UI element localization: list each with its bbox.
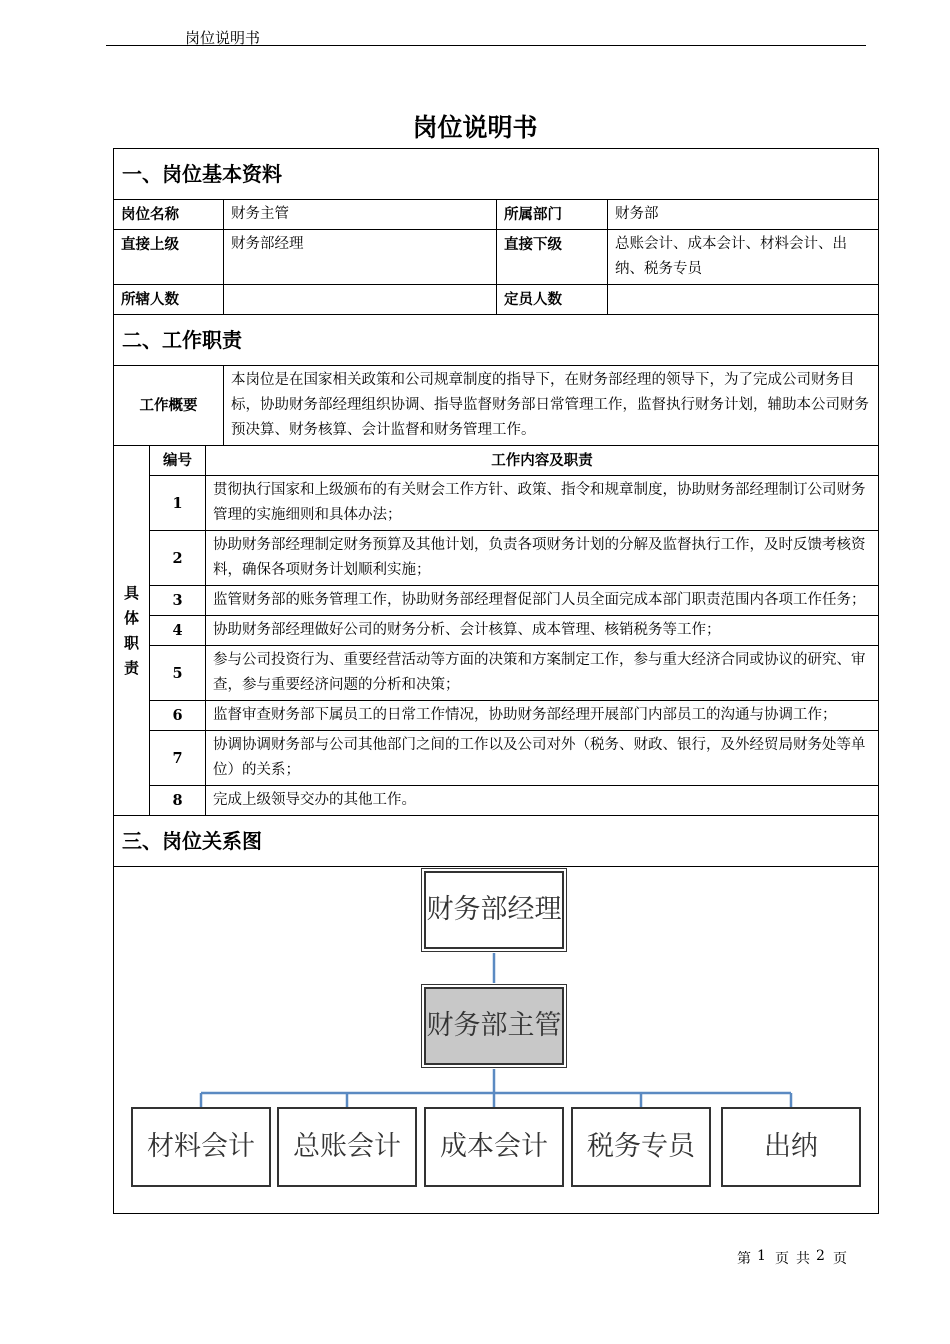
duty-number: 6 [150,701,206,731]
duty-text: 监督审查财务部下属员工的日常工作情况，协助财务部经理开展部门内部员工的沟通与协调工作； [206,701,879,731]
footer-part: 页 [775,1251,789,1267]
duty-row [114,616,879,646]
value-direct-subordinates: 总账会计、成本会计、材料会计、出纳、税务专员 [608,230,879,285]
duty-text: 监管财务部的账务管理工作，协助财务部经理督促部门人员全面完成本部门职责范围内各项工作任务； [206,586,879,616]
section-header-basic-info [114,149,879,200]
footer-page-number: 1 [757,1248,766,1264]
duty-number: 4 [150,616,206,646]
summary-text: 本岗位是在国家相关政策和公司规章制度的指导下，在财务部经理的领导下，为了完成公司财务目标，协助财务部经理组织协调、指导监督财务部日常管理工作，监督执行财务计划，辅助本公司财务预决算、财务核算、会计监督和财务管理工作。 [224,366,879,446]
footer-part: 第 [737,1251,751,1267]
side-char: 责 [123,658,139,677]
duty-row [114,701,879,731]
duty-number: 2 [150,531,206,586]
duty-number: 8 [150,786,206,816]
page-header-text: 岗位说明书 [185,29,261,47]
duty-row [114,531,879,586]
side-char: 具 [123,583,139,602]
duty-row [114,786,879,816]
section-header-duties [114,315,879,366]
section-header-relations [114,816,879,867]
org-box-manager: 财务部经理 [424,871,564,949]
basic-info-row [114,285,879,315]
org-box-subordinate: 总账会计 [277,1107,417,1187]
section2-title: 二、工作职责 [114,315,879,366]
org-chart-row [114,867,879,1214]
duty-row [114,731,879,786]
duty-text: 贯彻执行国家和上级颁布的有关财会工作方针、政策、指令和规章制度，协助财务部经理制订公司财务管理的实施细则和具体办法； [206,476,879,531]
value-position-name: 财务主管 [224,200,497,230]
page-header-line [106,45,866,46]
side-char: 体 [123,608,139,627]
basic-info-row [114,230,879,285]
duty-text: 协助财务部经理做好公司的财务分析、会计核算、成本管理、核销税务等工作； [206,616,879,646]
col-header-content: 工作内容及职责 [206,446,879,476]
duty-number: 5 [150,646,206,701]
org-chart [114,867,879,1214]
summary-row [114,366,879,446]
duty-row [114,586,879,616]
duties-header-row [114,446,879,476]
col-header-number: 编号 [150,446,206,476]
section1-title: 一、岗位基本资料 [114,149,879,200]
label-direct-subordinates: 直接下级 [497,230,608,285]
value-department: 财务部 [608,200,879,230]
duty-text: 协助财务部经理制定财务预算及其他计划，负责各项财务计划的分解及监督执行工作，及时反馈考核资料，确保各项财务计划顺利实施； [206,531,879,586]
label-headcount: 定员人数 [497,285,608,315]
footer-total-pages: 2 [816,1248,825,1264]
side-char: 职 [123,633,139,652]
org-box-subordinate: 成本会计 [424,1107,564,1187]
duty-text: 参与公司投资行为、重要经营活动等方面的决策和方案制定工作，参与重大经济合同或协议的研究、审查，参与重要经济问题的分析和决策； [206,646,879,701]
duty-number: 1 [150,476,206,531]
document-title: 岗位说明书 [412,113,538,142]
label-direct-superior: 直接上级 [114,230,224,285]
org-box-supervisor: 财务部主管 [424,987,564,1065]
org-box-subordinate: 出纳 [721,1107,861,1187]
duties-side-label [114,446,150,816]
job-description-table [113,148,879,1214]
value-headcount [608,285,879,315]
value-managed-count [224,285,497,315]
basic-info-row [114,200,879,230]
label-department: 所属部门 [497,200,608,230]
duty-number: 7 [150,731,206,786]
duty-number: 3 [150,586,206,616]
section3-title: 三、岗位关系图 [114,816,879,867]
org-box-subordinate: 材料会计 [131,1107,271,1187]
label-position-name: 岗位名称 [114,200,224,230]
duty-text: 完成上级领导交办的其他工作。 [206,786,879,816]
summary-label: 工作概要 [114,366,224,446]
value-direct-superior: 财务部经理 [224,230,497,285]
footer-part: 页 [833,1251,847,1267]
label-managed-count: 所辖人数 [114,285,224,315]
duty-row [114,646,879,701]
duty-text: 协调协调财务部与公司其他部门之间的工作以及公司对外（税务、财政、银行，及外经贸局财务处等单位）的关系； [206,731,879,786]
duty-row [114,476,879,531]
org-box-subordinate: 税务专员 [571,1107,711,1187]
footer-part: 共 [796,1251,810,1267]
